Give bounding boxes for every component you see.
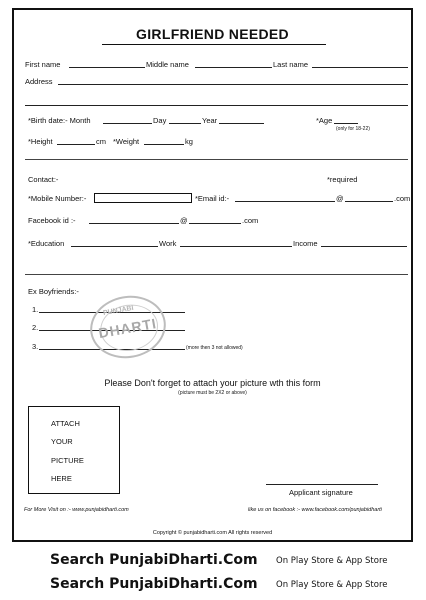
ex-number-1: 1. (32, 305, 39, 314)
ex-number-3: 3. (32, 342, 39, 351)
mobile-input[interactable] (94, 193, 192, 203)
mobile-label: *Mobile Number:- (28, 194, 87, 203)
photo-box-line-1: ATTACH (51, 419, 80, 428)
contact-heading: Contact:- (28, 175, 59, 184)
height-unit: cm (96, 137, 106, 146)
footer-website-note: For More Visit on :- www.punjabidharti.com (24, 507, 129, 513)
weight-label: *Weight (113, 137, 140, 146)
picture-size-note: (picture must be 2X2 or above) (178, 390, 247, 396)
banner-1-sub-text: On Play Store & App Store (276, 556, 388, 566)
signature-field[interactable] (266, 484, 378, 485)
ex-boyfriends-heading: Ex Boyfriends:- (28, 287, 79, 296)
stamp-top-text: PUNJABI (102, 304, 135, 318)
watermark-stamp (85, 290, 171, 364)
weight-unit: kg (185, 137, 193, 146)
section-divider-2 (25, 274, 408, 275)
email-domain-field[interactable] (345, 201, 393, 202)
search-banner-2 (0, 574, 426, 598)
facebook-at: @ (180, 216, 188, 225)
height-field[interactable] (57, 144, 95, 145)
footer-facebook-note: like us on facebook :- www.facebook.com/punjabidharti (248, 507, 382, 513)
title-underline (102, 44, 326, 45)
address-label: Address (25, 77, 53, 86)
birth-month-field[interactable] (103, 123, 152, 124)
age-note: (only for 18-22) (336, 126, 370, 132)
form-title: GIRLFRIEND NEEDED (136, 26, 289, 42)
middle-name-label: Middle name (146, 60, 189, 69)
banner-2-sub-text: On Play Store & App Store (276, 580, 388, 590)
search-banner-1 (0, 550, 426, 574)
banner-2-main-text: Search PunjabiDharti.Com (50, 576, 258, 592)
address-field-line-1[interactable] (58, 84, 408, 85)
signature-label: Applicant signature (289, 488, 353, 497)
first-name-field[interactable] (69, 67, 145, 68)
email-user-field[interactable] (235, 201, 335, 202)
facebook-user-field[interactable] (89, 223, 179, 224)
ex-number-2: 2. (32, 323, 39, 332)
middle-name-field[interactable] (195, 67, 272, 68)
birth-year-field[interactable] (219, 123, 264, 124)
work-label: Work (159, 239, 177, 248)
photo-attach-box[interactable] (28, 406, 120, 494)
copyright-text: Copyright © punjabidharti.com All rights reserved (152, 530, 273, 536)
first-name-label: First name (25, 60, 61, 69)
age-label: *Age (316, 116, 333, 125)
birth-day-label: Day (153, 116, 167, 125)
attach-picture-notice: Please Don't forget to attach your picture wth this form (104, 378, 321, 388)
banner-1-main-text: Search PunjabiDharti.Com (50, 552, 258, 568)
weight-field[interactable] (144, 144, 184, 145)
facebook-domain-field[interactable] (189, 223, 241, 224)
photo-box-line-2: YOUR (51, 437, 73, 446)
age-field[interactable] (334, 123, 358, 124)
email-label: *Email id:- (195, 194, 230, 203)
email-at: @ (336, 194, 344, 203)
address-field-line-2[interactable] (25, 105, 408, 106)
work-field[interactable] (180, 246, 292, 247)
birth-day-field[interactable] (169, 123, 201, 124)
facebook-com: .com (242, 216, 259, 225)
photo-box-line-4: HERE (51, 474, 72, 483)
last-name-field[interactable] (312, 67, 408, 68)
education-label: *Education (28, 239, 65, 248)
facebook-label: Facebook id :- (28, 216, 76, 225)
ex-limit-note: (more then 3 not allowed) (186, 345, 243, 351)
income-label: Income (293, 239, 318, 248)
application-form (12, 8, 413, 542)
education-field[interactable] (71, 246, 158, 247)
birth-month-label: *Birth date:- Month (28, 116, 91, 125)
height-label: *Height (28, 137, 53, 146)
stamp-main-text: DHARTI (97, 315, 159, 342)
income-field[interactable] (321, 246, 407, 247)
email-com: .com (394, 194, 411, 203)
section-divider-1 (25, 159, 408, 160)
birth-year-label: Year (202, 116, 218, 125)
required-note: *required (327, 175, 358, 184)
photo-box-line-3: PICTURE (51, 456, 84, 465)
last-name-label: Last name (273, 60, 309, 69)
